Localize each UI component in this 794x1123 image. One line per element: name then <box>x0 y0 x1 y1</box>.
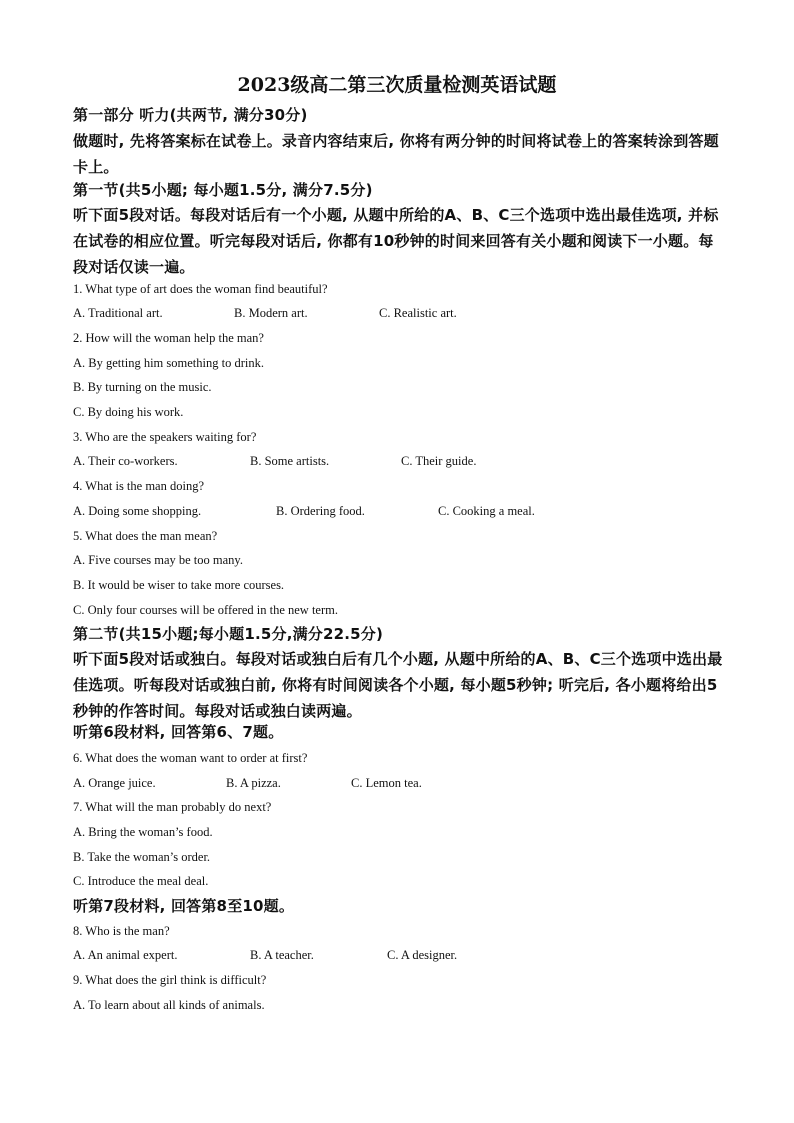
q3-option-c: C. Their guide. <box>401 454 477 468</box>
q4-option-b: B. Ordering food. <box>276 504 365 518</box>
q1-option-b: B. Modern art. <box>234 306 308 320</box>
part1-instruction: 做题时, 先将答案标在试卷上。录音内容结束后, 你将有两分钟的时间将试卷上的答案转涂到答题卡上。 <box>73 132 719 176</box>
q4-option-a: A. Doing some shopping. <box>73 504 202 518</box>
q8-option-b: B. A teacher. <box>250 948 314 962</box>
q2-option-b: B. By turning on the music. <box>73 380 212 394</box>
q7-option-c: C. Introduce the meal deal. <box>73 874 209 888</box>
section2-heading: 第二节(共15小题;每小题1.5分,满分22.5分) <box>73 625 384 643</box>
q6-option-b: B. A pizza. <box>226 776 281 790</box>
material-6-heading: 听第6段材料, 回答第6、7题。 <box>73 723 284 741</box>
q4-option-c: C. Cooking a meal. <box>438 504 535 518</box>
question-3: 3. Who are the speakers waiting for? <box>73 430 257 444</box>
q7-option-b: B. Take the woman’s order. <box>73 850 211 864</box>
question-2: 2. How will the woman help the man? <box>73 331 264 345</box>
question-4: 4. What is the man doing? <box>73 479 204 493</box>
q2-option-c: C. By doing his work. <box>73 405 184 419</box>
question-1: 1. What type of art does the woman find beautiful? <box>73 282 328 296</box>
section1-instruction: 听下面5段对话。每段对话后有一个小题, 从题中所给的A、B、C三个选项中选出最佳选项, 并标在试卷的相应位置。听完每段对话后, 你都有10秒钟的时间来回答有关小题和阅读下一小题。每段对话仅读一遍。 <box>73 206 719 276</box>
q5-option-c: C. Only four courses will be offered in the new term. <box>73 603 338 617</box>
q6-option-a: A. Orange juice. <box>73 776 156 790</box>
page-title: 2023级高二第三次质量检测英语试题 <box>237 74 557 96</box>
question-5: 5. What does the man mean? <box>73 529 218 543</box>
part1-heading: 第一部分 听力(共两节, 满分30分) <box>73 106 308 124</box>
q6-option-c: C. Lemon tea. <box>351 776 422 790</box>
q2-option-a: A. By getting him something to drink. <box>73 356 264 370</box>
q3-option-a: A. Their co-workers. <box>73 454 178 468</box>
q8-option-c: C. A designer. <box>387 948 458 962</box>
question-8: 8. Who is the man? <box>73 924 170 938</box>
q9-option-a: A. To learn about all kinds of animals. <box>73 998 265 1012</box>
q3-option-b: B. Some artists. <box>250 454 330 468</box>
question-7: 7. What will the man probably do next? <box>73 800 272 814</box>
section2-instruction: 听下面5段对话或独白。每段对话或独白后有几个小题, 从题中所给的A、B、C三个选项中选出最佳选项。听每段对话或独白前, 你将有时间阅读各个小题, 每小题5秒钟; 听完后, 各小题将给出5秒钟的作答时间。每段对话或独白读两遍。 <box>73 650 723 720</box>
material-7-heading: 听第7段材料, 回答第8至10题。 <box>73 897 295 915</box>
q5-option-a: A. Five courses may be too many. <box>73 553 243 567</box>
question-6: 6. What does the woman want to order at first? <box>73 751 308 765</box>
q1-option-c: C. Realistic art. <box>379 306 457 320</box>
q8-option-a: A. An animal expert. <box>73 948 178 962</box>
q7-option-a: A. Bring the woman’s food. <box>73 825 213 839</box>
q5-option-b: B. It would be wiser to take more courses. <box>73 578 285 592</box>
section1-heading: 第一节(共5小题; 每小题1.5分, 满分7.5分) <box>73 181 373 199</box>
question-9: 9. What does the girl think is difficult? <box>73 973 267 987</box>
q1-option-a: A. Traditional art. <box>73 306 163 320</box>
